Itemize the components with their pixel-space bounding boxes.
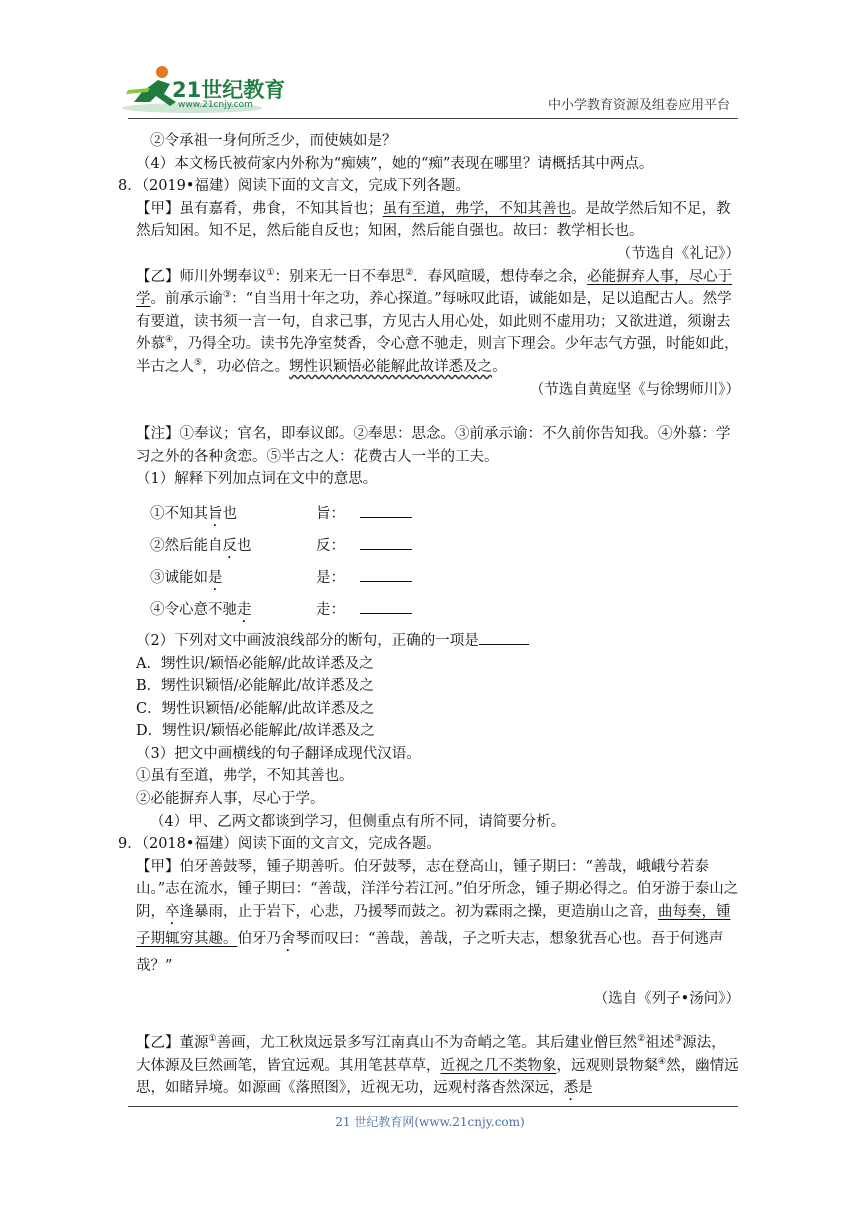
blank-row: ①不知其旨也 旨：	[118, 501, 740, 533]
footer-divider	[128, 1106, 738, 1107]
q7-part-4: （4）本文杨氏被荷家内外称为“痴姨”，她的“痴”表现在哪里？请概括其中两点。	[136, 155, 654, 172]
q9-yi-underlined-sentence: 近视之几不类物象	[440, 1057, 557, 1074]
q9-passage-yi: 【乙】董源①善画，尤工秋岚远景多写江南真山不为奇峭之笔。其后建业僧巨然②祖述③源法，大体源及巨然画笔，皆宜远观。其用笔甚草草，近视之几不类物象，远观则景物粲④然，幽情远思，如睹异境。如源画《落照图》，近视无功，远观村落杳然深远，悉是	[136, 1034, 739, 1097]
q9-title: 9．（2018•福建）阅读下面的文言文，完成各题。	[118, 836, 441, 853]
document-body	[118, 130, 740, 1104]
answer-blank[interactable]	[360, 533, 412, 550]
q8-part-2: （2）下列对文中画波浪线部分的断句，正确的一项是	[118, 629, 740, 653]
q8-part-3: （3）把文中画横线的句子翻译成现代汉语。	[136, 745, 421, 762]
platform-name: 中小学教育资源及组卷应用平台	[547, 98, 730, 113]
q8-part-3-item-2: ②必能摒弃人事，尽心于学。	[136, 791, 325, 808]
blank-row: ④令心意不驰走 走：	[118, 597, 740, 629]
q9-passage-jia: 【甲】伯牙善鼓琴，锺子期善听。伯牙鼓琴，志在登高山，锺子期曰：“善哉，峨峨兮若泰山。”志在流水，锺子期曰：“善哉，洋洋兮若江河。”伯牙所念，锺子期必得之。伯牙游于泰山之阴，卒逢暴雨，止于岩下，心悲，乃援琴而鼓之。初为霖雨之操，更造崩山之音，曲每奏，锺子期辄穷其趣。伯牙乃舍琴而叹曰：“善哉，善哉，子之听夫志，想象犹吾心也。吾于何逃声哉？”	[136, 858, 739, 975]
q8-title: 8．（2019•福建）阅读下面的文言文，完成下列各题。	[118, 178, 470, 195]
answer-blank[interactable]	[360, 565, 412, 582]
option-b: B．甥性识颖悟/必能解此/故详悉及之	[136, 678, 374, 695]
header-divider	[128, 118, 738, 119]
q8-part-4: （4）甲、乙两文都谈到学习，但侧重点有所不同，请简要分析。	[150, 813, 566, 830]
q9-jia-source: （选自《列子•汤问》）	[593, 990, 740, 1007]
blank-row: ③诚能如是 是：	[118, 565, 740, 597]
page-footer: 21 世纪教育网(www.21cnjy.com)	[335, 1115, 525, 1129]
q8-passage-yi: 【乙】师川外甥奉议①：别来无一日不奉思②．春风暄暖，想侍奉之余，必能摒弃人事，尽心于学。前承示谕③：“自当用十年之功，养心探道。”每咏叹此语，诚能如是，足以追配古人。然学有要道，读书须一言一句，自求己事，方见古人用心处，如此则不虚用功；又欲进道，须谢去外慕④，乃得全功。读书先净室焚香，令心意不驰走，则言下理会。少年志气方强，时能如此，半古之人⑤，功必倍之。甥性识颖悟必能解此故详悉及之。	[136, 267, 739, 375]
yi-wavy-sentence: 甥性识颖悟必能解此故详悉及之	[289, 358, 493, 375]
jia-source: （节选自《礼记》）	[616, 245, 740, 262]
blank-row: ②然后能自反也 反：	[118, 533, 740, 565]
answer-blank[interactable]	[360, 501, 412, 518]
answer-blank[interactable]	[479, 629, 529, 645]
logo-text: 21世纪教育	[172, 78, 286, 102]
option-a: A．甥性识/颖悟必能解/此故详悉及之	[136, 655, 374, 672]
jia-underlined-sentence: 虽有至道，弗学，不知其善也	[382, 200, 571, 217]
option-c: C．甥性识颖悟/必能解/此故详悉及之	[136, 700, 375, 717]
logo-url: www.21cnjy.com	[178, 100, 253, 110]
q8-notes: 【注】①奉议；官名，即奉议郎。②奉思：思念。③前承示谕：不久前你告知我。④外慕：学习之外的各种贪恋。⑤半古之人：花费古人一半的工夫。	[136, 426, 731, 465]
page-header	[0, 0, 860, 122]
option-d: D．甥性识/颖悟必能解此/故详悉及之	[136, 723, 375, 740]
q8-passage-jia: 【甲】虽有嘉肴，弗食，不知其旨也；虽有至道，弗学，不知其善也。是故学然后知不足，教然后知困。知不足，然后能自反也；知困，然后能自强也。故曰：教学相长也。	[136, 200, 731, 240]
yi-source: （节选自黄庭坚《与徐甥师川》）	[529, 381, 740, 398]
q7-item-2: ②令承祖一身何所乏少，而使姨如是？	[150, 133, 397, 149]
answer-blank[interactable]	[360, 597, 412, 614]
yi-underlined-sentence: 必能摒弃人事，尽心于学	[136, 268, 733, 308]
q9-underlined-sentence: 曲每奏，锺子期辄穷其趣。	[136, 904, 731, 948]
q8-part-1: （1）解释下列加点词在文中的意思。	[136, 471, 378, 488]
q8-part-3-item-1: ①虽有至道，弗学，不知其善也。	[136, 768, 354, 785]
